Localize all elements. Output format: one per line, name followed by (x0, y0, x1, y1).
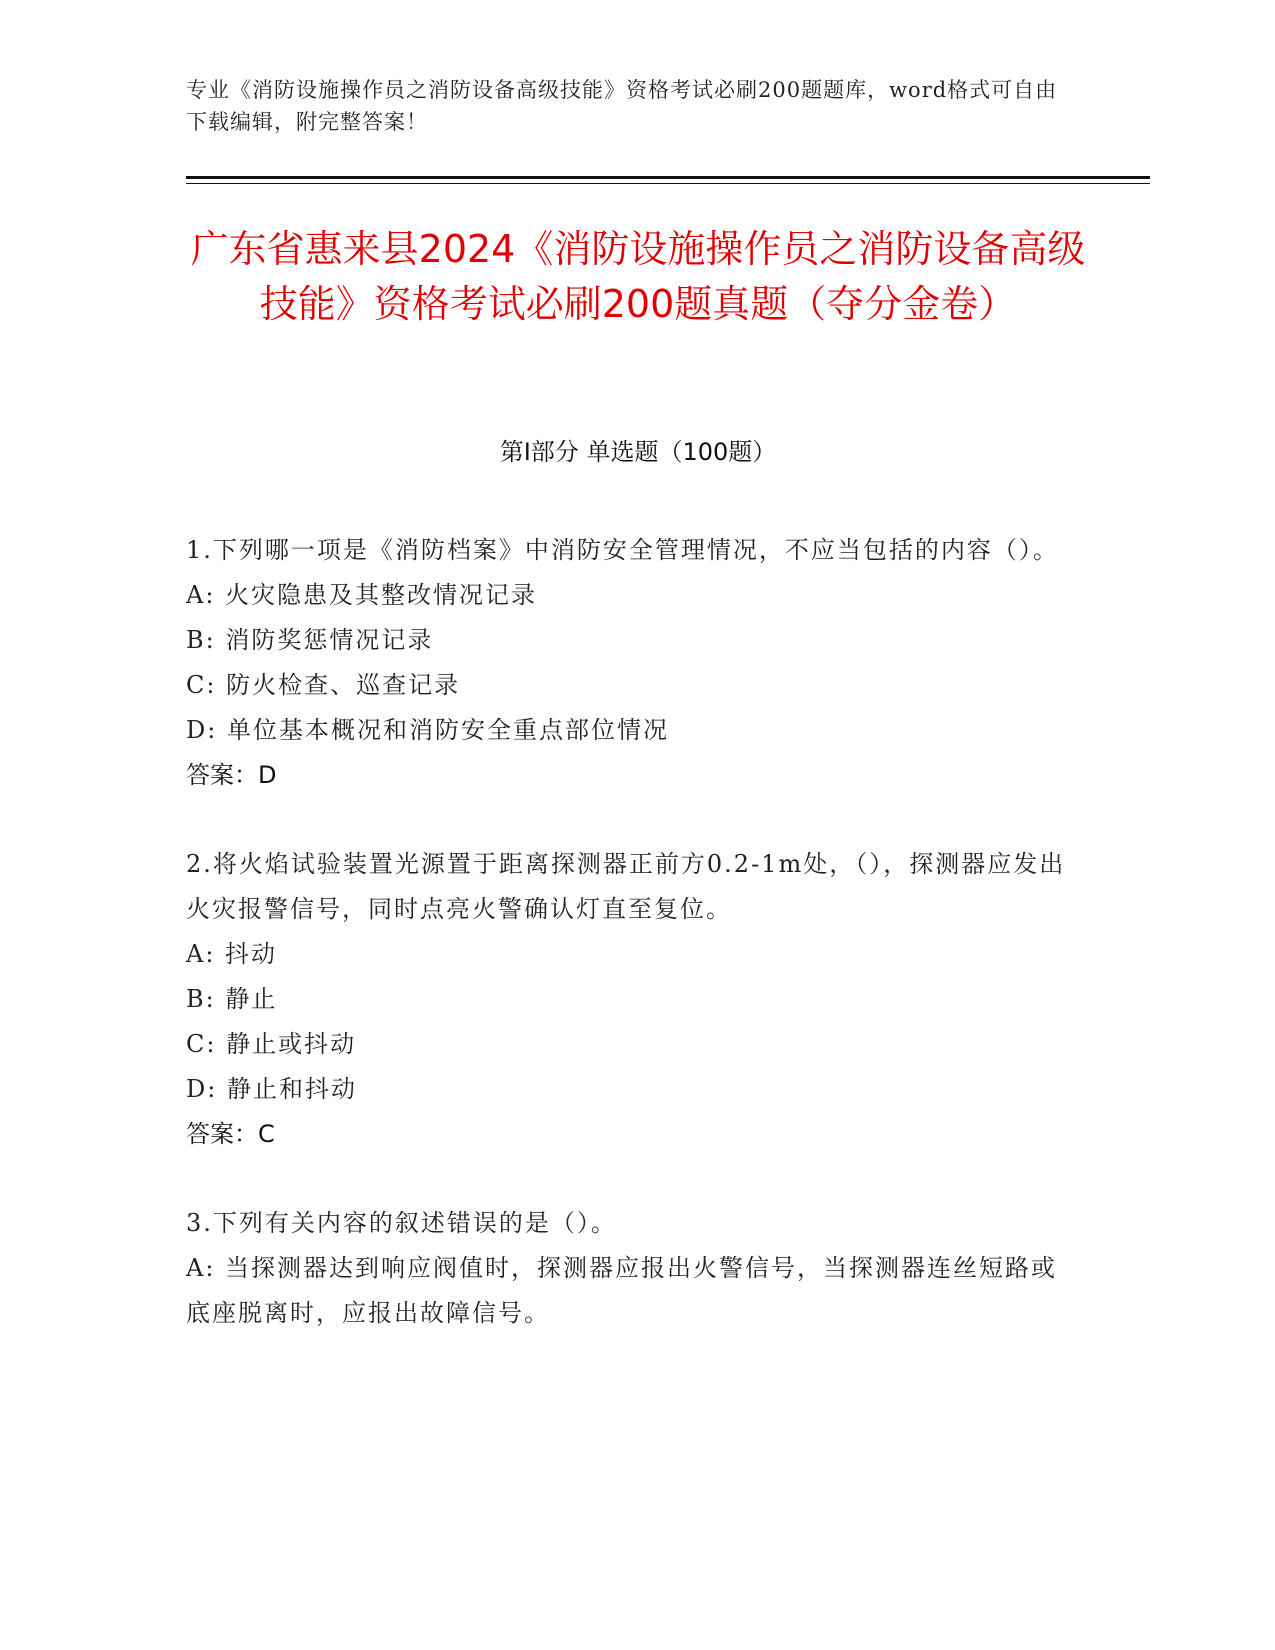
question-3 (186, 1201, 1076, 1336)
option-d: D: 单位基本概况和消防安全重点部位情况 (186, 716, 669, 744)
option-b: B: 静止 (186, 985, 278, 1013)
option-c: C: 防火检查、巡查记录 (186, 671, 461, 699)
question-stem: 2.将火焰试验装置光源置于距离探测器正前方0.2-1m处，（），探测器应发出火灾报警信号，同时点亮火警确认灯直至复位。 (186, 850, 1066, 923)
question-2 (186, 842, 1076, 1157)
header-rule-thin (186, 183, 1150, 184)
option-d: D: 静止和抖动 (186, 1075, 357, 1103)
question-list (186, 528, 1076, 1380)
question-stem: 3.下列有关内容的叙述错误的是（）。 (186, 1209, 617, 1237)
answer: 答案：C (186, 1120, 275, 1148)
option-c: C: 静止或抖动 (186, 1030, 357, 1058)
question-1 (186, 528, 1076, 798)
section-heading: 第Ⅰ部分 单选题（100题） (499, 438, 777, 466)
option-a: A: 当探测器达到响应阀值时，探测器应报出火警信号，当探测器连丝短路或底座脱离时，应报出故障信号。 (186, 1254, 1058, 1327)
header-note: 专业《消防设施操作员之消防设备高级技能》资格考试必刷200题题库，word格式可自由下载编辑，附完整答案！ (186, 78, 1058, 134)
option-a: A: 火灾隐患及其整改情况记录 (186, 581, 538, 609)
header-rule-thick (186, 176, 1150, 179)
option-b: B: 消防奖惩情况记录 (186, 626, 434, 654)
option-a: A: 抖动 (186, 940, 278, 968)
answer: 答案：D (186, 761, 277, 789)
document-title: 广东省惠来县2024《消防设施操作员之消防设备高级技能》资格考试必刷200题真题（夺分金卷） (190, 227, 1086, 326)
question-stem: 1.下列哪一项是《消防档案》中消防安全管理情况，不应当包括的内容（）。 (186, 536, 1059, 564)
